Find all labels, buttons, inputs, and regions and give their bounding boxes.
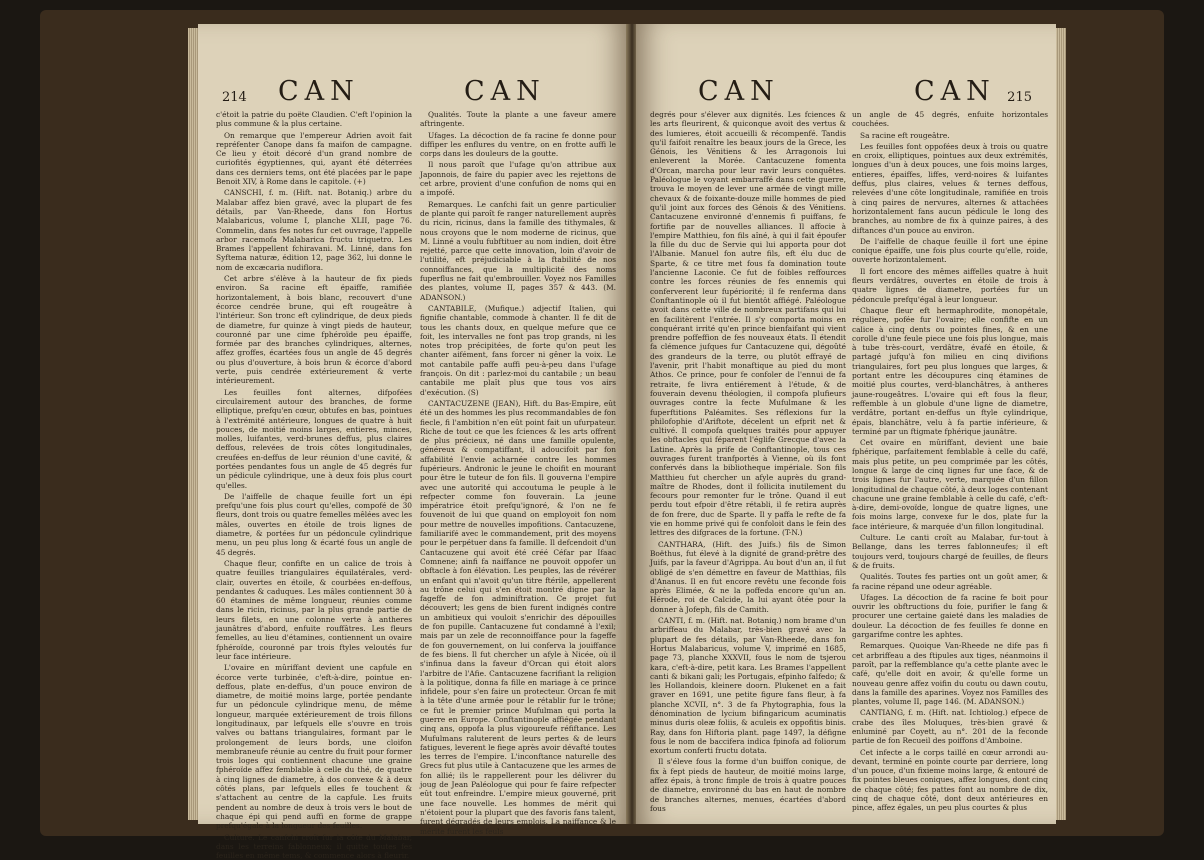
paragraph: Les feuilles font alternes, difpofées circulairement autour des branches, de forme elliptique, prefqu'en cœur, obtufes en bas, pointues à l'extrémité antérieure, longues de quatre à huit pouces, de moitié moins larges, entieres, minces, molles, luifantes, verd-brunes deffus, plus claires deffous, relevées de trois côtes longitudinales, creufées en-deffus de leur réunion d'une cavité, & portées pendantes fous un angle de 45 degrés fur un pédicule cylindrique, une à deux fois plus court qu'elles. xyxy=(216,387,412,490)
paragraph: Culture. Le canti croît au Malabar, fur-tout à Bellange, dans les terres fablonneufes; il eft toujours verd, toujours chargé de feuilles, de fleurs & de fruits. xyxy=(852,533,1048,570)
paragraph: Il s'éleve fous la forme d'un buiffon conique, de fix à fept pieds de hauteur, de moitié moins large, affez épais, à tronc fimple de trois à quatre pouces de diametre, environné du bas en haut de nombre de branches alternes, menues, écartées d'abord fous xyxy=(650,757,846,813)
running-head-right: CAN xyxy=(914,76,996,107)
paragraph: CANTI, f. m. (Hift. nat. Botaniq.) nom brame d'un arbriffeau du Malabar, très-bien gravé avec la plupart de fes détails, par Van-Rheede, dans fon Hortus Malabaricus, volume V, imprimé en 1685, page 73, planche XXXVII, fous le nom de tsjerou kara, c'eft-à-dire, petit kara. Les Brames l'appellent canti & bikani gali; les Portugais, efpinho falfedo; & les Hollandois, kleinere doorn. Plukenet en a fait graver en 1691, une petite figure fans fleur, à fa planche XCVII, n°. 3 de fa Phytographia, fous la dénomination de lycium bifingaricum acuminatis minus duris oleæ foliis, & aculeis ex oppofitis binis. Ray, dans fon Hiftoria plant. page 1497, la défigne fous le nom de baccifera indica fpinofa ad foliorum exortum conferti fructu dotata. xyxy=(650,616,846,756)
open-book xyxy=(40,10,1164,860)
page-number: 215 xyxy=(1007,90,1032,105)
paragraph: CANTIANG, f. m. (Hift. nat. Ichtiolog.) efpece de crabe des îles Moluques, très-bien gravé & enluminé par Coyett, au n°. 201 de la feconde partie de fon Recueil des poiffons d'Amboine. xyxy=(852,708,1048,746)
paragraph: degrés pour s'élever aux dignités. Les fciences & les arts fleurirent, & quiconque avoit des vertus & des lumieres, étoit accueilli & récompenfé. Tandis qu'il faifoit renaître les beaux jours de la Grece, les Génois, les Vénitiens & les Arragonois lui enleverent la Morée. Cantacuzene fomenta d'Orcan, marcha pour leur ravir leurs conquêtes. Paléologue le voyant embarraffé dans cette guerre, trouva le moyen de lever une armée de vingt mille chevaux & de foixante-douze mille hommes de pied qu'il joint aux forces des Génois & des Vénitiens. Cantacuzene environné d'ennemis fi puiffans, fe fortifie par de nouvelles alliances. Il affocie à l'empire Matthieu, fon fils aîné, à qui il fait époufer la fille du duc de Servie qui lui apporta pour dot l'Albanie. Manuel fon autre fils, eft élu duc de Sparte, & ce titre met fous fa domination toute l'ancienne Laconie. Ce fut de foibles reffources contre les forces réunies de fes ennemis qui conferverent leur fupériorité; il fe renferma dans Conftantinople où il fut bientôt affiégé. Paléologue avoit dans cette ville de nombreux partifans qui lui en facilitèrent l'entrée. Il s'y comporta moins en conquérant irrité qu'en prince bienfaifant qui vient prendre poffeffion de fes nouveaux états. Il étendit fa clémence jufques fur Cantacuzene qui, dégoûté des grandeurs de la terre, ou plutôt effrayé de l'avenir, prit l'habit monaftique au pied du mont Athos. Ce prince, pour fe confoler de l'ennui de fa retraite, fe livra entiérement à l'étude, & de fouverain devenu théologien, il compofa plufieurs ouvrages contre la fecte Mufulmane & les fuperftitions Paléamites. Ses réflexions fur la philofophie d'Ariftote, décelent un efprit net & cultivé. Il compofa quelques traités pour appuyer les obftacles qui féparent l'églife Grecque d'avec la Latine. Après la prife de Conftantinople, tous ces ouvrages furent tranfportés à Vienne, où ils font confervés dans la bibliotheque impériale. Son fils Matthieu fut chercher un afyle auprès du grand-maître de Rhodes, dont il follicita inutilement du fecours pour remonter fur le trône. Quand il eut perdu tout efpoir d'être rétabli, il fe retira auprès de fon frere, duc de Sparte. Il y paffa le refte de fa vie en homme privé qui fe confoloit dans le fein des lettres des difgraces de la fortune. (T-N.) xyxy=(650,110,846,538)
left-page-header xyxy=(208,76,618,110)
paragraph: Chaque fleur eft hermaphrodite, monopétale, réguliere, pofée fur l'ovaire; elle confifte en un calice à cinq dents ou pointes fines, & en une corolle d'une feule piece une fois plus longue, mais à tube très-court, verdâtre, évafé en étoile, & partagé jufqu'à fon milieu en cinq divifions triangulaires, fort peu plus longues que larges, & portant entre les découpures cinq étamines de moitié plus courtes, verd-blanchâtres, à antheres jaune-rougeâtres. L'ovaire qui eft fous la fleur, reffemble à un globule d'une ligne de diametre, verdâtre, portant en-deffus un ftyle cylindrique, épais, blanchâtre, velu à fa partie inférieure, & terminé par un ftigmate fphérique jaunâtre. xyxy=(852,305,1048,436)
paragraph: De l'aiffelle de chaque feuille il fort une épine conique épaiffe, une fois plus courte qu'elle, roide, ouverte horizontalement. xyxy=(852,236,1048,265)
right-page xyxy=(636,24,1056,824)
right-page-columns xyxy=(650,110,1048,813)
paragraph: CANTABILE, (Mufique.) adjectif Italien, qui fignifie chantable, commode à chanter. Il fe dit de tous les chants doux, en quelque mefure que ce foit, les intervalles ne font pas trop grands, ni les notes trop précipitées, de forte qu'on peut les chanter aifément, fans forcer ni gêner la voix. Le mot cantabile paffe auffi peu-à-peu dans l'ufage françois. On dit : parlez-moi du cantabile ; un beau cantabile me plaît plus que tous vos airs d'exécution. (S) xyxy=(420,303,616,397)
paragraph: Ufages. La décoction de fa racine fe donne pour diffiper les enflures du ventre, on en frotte auffi le corps dans les douleurs de la goutte. xyxy=(420,130,616,159)
left-page-column-1 xyxy=(216,110,412,860)
paragraph: un angle de 45 degrés, enfuite horizontales couchées. xyxy=(852,110,1048,129)
paragraph: Cet infecte a le corps taillé en cœur arrondi au-devant, terminé en pointe courte par derriere, long d'un pouce, d'un fixieme moins large, & entouré de fix pointes bleues coniques, affez longues, dont cinq de chaque côté; fes pattes font au nombre de dix, cinq de chaque côté, dont deux antérieures en pince, affez égales, un peu plus courtes & plus xyxy=(852,747,1048,813)
paragraph: CANTACUZENE (JEAN), Hift. du Bas-Empire, eût été un des hommes les plus recommandables de fon fiecle, fi l'ambition n'en eût point fait un ufurpateur. Riche de tout ce que les fciences & les arts offrent de plus précieux, né dans une famille opulente, généreux & compatiffant, il adoucifoit par fon affabilité l'envie acharnée contre les hommes fupérieurs. Andronic le jeune le choifit en mourant pour être le tuteur de fon fils. Il gouverna l'empire avec une autorité qui accoutuma le peuple à le refpecter comme fon fouverain. La jeune impératrice étoit prefqu'ignoré, & l'on ne fe fouvenoit de lui que quand on employoit fon nom pour mettre de nouvelles impofitions. Cantacuzene, familiarifé avec le commandement, prit des moyens pour le perpétuer dans fa famille. Il defcendoit d'un Cantacuzene qui avoit été créé Céfar par Ifaac Comnene; ainfi fa naiffance ne pouvoit oppofer un obftacle à fon élévation. Les peuples, las de révérer un enfant qui n'avoit qu'un titre ftérile, appellerent au trône celui qui s'en étoit montré digne par la fageffe de fon adminiftration. Ce projet fut découvert; les gens de bien furent indignés contre un ambitieux qui vouloit s'enrichir des dépouilles de fon pupille. Cantacuzene fut condamné à l'exil; mais par un zele de reconnoiffance pour la fageffe de fon gouvernement, on lui conferva la jouiffance de fes biens. Il fut chercher un afyle à Nicée, où il s'infinua dans la faveur d'Orcan qui étoit alors l'arbitre de l'Afie. Cantacuzene facrifiant la religion à la politique, donna fa fille en mariage à ce prince infidele, pour s'en faire un protecteur. Orcan fe mit à la tête d'une armée pour le rétablir fur le trône; ce fut le premier prince Mufulman qui porta la guerre en Europe. Conftantinople affiégée pendant cinq ans, oppofa la plus vigoureufe réfiftance. Les Mufulmans raluterent de leurs pertes & de leurs fatigues, leverent le fiege après avoir dévafté toutes les terres de l'empire. L'inconftance naturelle des Grecs fut plus utile à Cantacuzene que les armes de fon allié; ils le rappellerent pour les délivrer du joug de Jean Paléologue qui pour fe faire refpecter eût tout enfreindre. L'empire mieux gouverné, prit une face nouvelle. Les hommes de mérit qui n'étoient pour la plupart que des favoris fans talent, furent dégradés de leurs emplois. La naiffance & le mérite furent les feuls xyxy=(420,398,616,836)
paragraph: Il nous paroît que l'ufage qu'on attribue aux Japonnois, de faire du papier avec les rejettons de cet arbre, provient d'une confufion de noms qui en a impofé. xyxy=(420,160,616,198)
right-page-header xyxy=(646,76,1046,110)
paragraph: De l'aiffelle de chaque feuille fort un épi prefqu'une fois plus court qu'elles, compofé de 30 fleurs, dont trois ou quatre femelles mêlées avec les mâles, ouvertes en étoile de trois lignes de diametre, & portées fur un pédoncule cylindrique menu, un peu plus long & écarté fous un angle de 45 degrés. xyxy=(216,491,412,557)
left-page xyxy=(198,24,628,860)
paragraph: Qualités. Toutes fes parties ont un goût amer, & fa racine répand une odeur agréable. xyxy=(852,572,1048,591)
paragraph: Culture. Le canfchi croît fur la côte du Malabar, dans les terreins fablonneux; il quitte toutes fes feuilles en même tems, & commence alors à fleurir. xyxy=(216,832,412,860)
page-number: 214 xyxy=(222,90,247,105)
paragraph: CANSCHI, f. m. (Hift. nat. Botaniq.) arbre du Malabar affez bien gravé, avec la plupart de fes détails, par Van-Rheede, dans fon Hortus Malabaricus, volume I, planche XLII, page 76. Commelin, dans fes notes fur cet ouvrage, l'appelle arbor racemofa Malabarica fructu triquetro. Les Brames l'appellent fchiravani. M. Linné, dans fon Syftema naturæ, édition 12, page 362, lui donne le nom de excæcaria nudiflora. xyxy=(216,188,412,272)
paragraph: Cet arbre s'élève à la hauteur de fix pieds environ. Sa racine eft épaiffe, ramifiée horizontalement, à bois blanc, recouvert d'une écorce cendrée brune, qui eft rougeâtre à l'intérieur. Son tronc eft cylindrique, de deux pieds de diametre, fur quinze à vingt pieds de hauteur, couronné par une cime fphéroïde peu épaiffe, formée par des branches cylindriques, alternes, affez groffes, écartées fous un angle de 45 degrés ou plus d'ouverture, à bois brun & écorce d'abord verte, puis cendrée extérieurement & verte intérieurement. xyxy=(216,274,412,386)
paragraph: Ufages. La décoction de fa racine fe boit pour ouvrir les obftructions du foie, purifier le fang & procurer une certaine gaieté dans les maladies de douleur. La décoction de fes feuilles fe donne en gargarifme contre les aphtes. xyxy=(852,592,1048,640)
paragraph: L'ovaire en mûriffant devient une capfule en écorce verte turbinée, c'eft-à-dire, pointue en-deffous, plate en-deffus, d'un pouce environ de diametre, de moitié moins large, portée pendante fur un pédoncule cylindrique menu, de même longueur, marquée extérieurement de trois fillons longitudinaux, par lefquels elle s'ouvre en trois valves ou battans triangulaires, formant par le prolongement de leurs bords, une cloifon membraneufe réunie au centre du fruit pour former trois loges qui contiennent chacune une graine fphéroïde affez femblable à celle du thé, de quatre à cinq lignes de diametre, à dos convexe & à deux côtés plans, par lefquels elles fe touchent & s'attachent au centre de la capfule. Les fruits pendent au nombre de deux à trois vers le bout de chaque épi qui pend auffi en forme de grappe prefqu'égale à la longueur des feuilles. xyxy=(216,663,412,831)
paragraph: Remarques. Le canfchi fait un genre particulier de plante qui paroît fe ranger naturellement auprès du ricin, ricinus, dans la famille des tithymales, & nous croyons que le nom moderne de ricinus, que M. Linné a voulu fubftituer au nom indien, doit être rejetté, parce que cette innovation, loin d'avoir de l'utilité, eft préjudiciable à la ftabilité de nos connoiffances, que la multiplicité des noms fuperflus ne fait qu'embrouiller. Voyez nos Familles des plantes, volume II, pages 357 & 443. (M. ADANSON.) xyxy=(420,199,616,302)
running-head-right: CAN xyxy=(464,76,546,107)
paragraph: Chaque fleur, confifte en un calice de trois à quatre feuilles triangulaires équilatérales, verd-clair, ouvertes en étoile, & courbées en-deffous, pendantes & caduques. Les mâles contiennent 30 à 60 étamines de même longueur, réunies comme dans le ricin, ricinus, par la plus grande partie de leurs filets, en une colonne verte à antheres jaunâtres d'abord, enfuite rouffâtres. Les fleurs femelles, au lieu d'étamines, contiennent un ovaire fphéroïde, couronné par trois ftyles veloutés fur leur face intérieure. xyxy=(216,558,412,661)
paragraph: CANTHARA, (Hift. des Juifs.) fils de Simon Boëthus, fut élevé à la dignité de grand-prêtre des Juifs, par la faveur d'Agrippa. Au bout d'un an, il fut obligé de s'en démettre en faveur de Matthias, fils d'Ananus. Il en fut encore revêtu une feconde fois après Elimée, & ne la poffeda encore qu'un an. Hérode, roi de Calcide, la lui ayant ôtée pour la donner à Jofeph, fils de Camith. xyxy=(650,539,846,614)
running-head-left: CAN xyxy=(698,76,780,107)
running-head-left: CAN xyxy=(278,76,360,107)
left-page-column-2 xyxy=(420,110,616,836)
left-page-columns xyxy=(212,110,616,860)
paragraph: Qualités. Toute la plante a une faveur amere aftringente. xyxy=(420,110,616,129)
right-page-column-2 xyxy=(852,110,1048,813)
paragraph: Il fort encore des mêmes aiffelles quatre à huit fleurs verdâtres, ouvertes en étoile de trois à quatre lignes de diametre, portées fur un pédoncule prefqu'égal à leur longueur. xyxy=(852,266,1048,304)
paragraph: Cet ovaire en mûriffant, devient une baie fphérique, parfaitement femblable à celle du café, mais plus petite, un peu comprimée par les côtés, longue & large de cinq lignes fur une face, & de trois lignes fur l'autre, verte, marquée d'un fillon longitudinal de chaque côté, à deux loges contenant chacune une graine femblable à celle du café, c'eft-à-dire, demi-ovoïde, longue de quatre lignes, une fois moins large, convexe fur le dos, plate fur la face intérieure, & marquée d'un fillon longitudinal. xyxy=(852,438,1048,531)
paragraph: c'étoit la patrie du poëte Claudien. C'eft l'opinion la plus commune & la plus certaine. xyxy=(216,110,412,129)
paragraph: Sa racine eft rougeâtre. xyxy=(860,130,950,140)
paragraph: On remarque que l'empereur Adrien avoit fait repréfenter Canope dans fa maifon de campagne. Ce lieu y étoit décoré d'un grand nombre de curiofités égyptiennes, qui, ayant été déterrées dans ces derniers tems, ont été placées par le pape Benoit XIV, à Rome dans le capitole. (+) xyxy=(216,130,412,187)
paragraph: Remarques. Quoique Van-Rheede ne dife pas fi cet arbriffeau a des ftipules aux tiges, néanmoins il paroît, par la reffemblance qu'a cette plante avec le café, qu'elle doit en avoir, & qu'elle forme un nouveau genre affez voifin du coutu ou dawn coutu, dans la famille des aparines. Voyez nos Familles des plantes, volume II, page 146. (M. ADANSON.) xyxy=(852,641,1048,707)
paragraph: Les feuilles font oppofées deux à trois ou quatre en croix, elliptiques, pointues aux deux extrémités, longues d'un à deux pouces, une fois moins larges, entieres, épaiffes, liffes, verd-noires & luifantes deffus, plus claires, velues & ternes deffous, relevées d'une côte longitudinale, ramifiée en trois à cinq paires de nervures, alternes & attachées horizontalement fans aucun pédicule le long des branches, au nombre de fix à quinze paires, à des diftances d'un pouce au environ. xyxy=(852,141,1048,235)
right-page-column-1 xyxy=(650,110,846,813)
